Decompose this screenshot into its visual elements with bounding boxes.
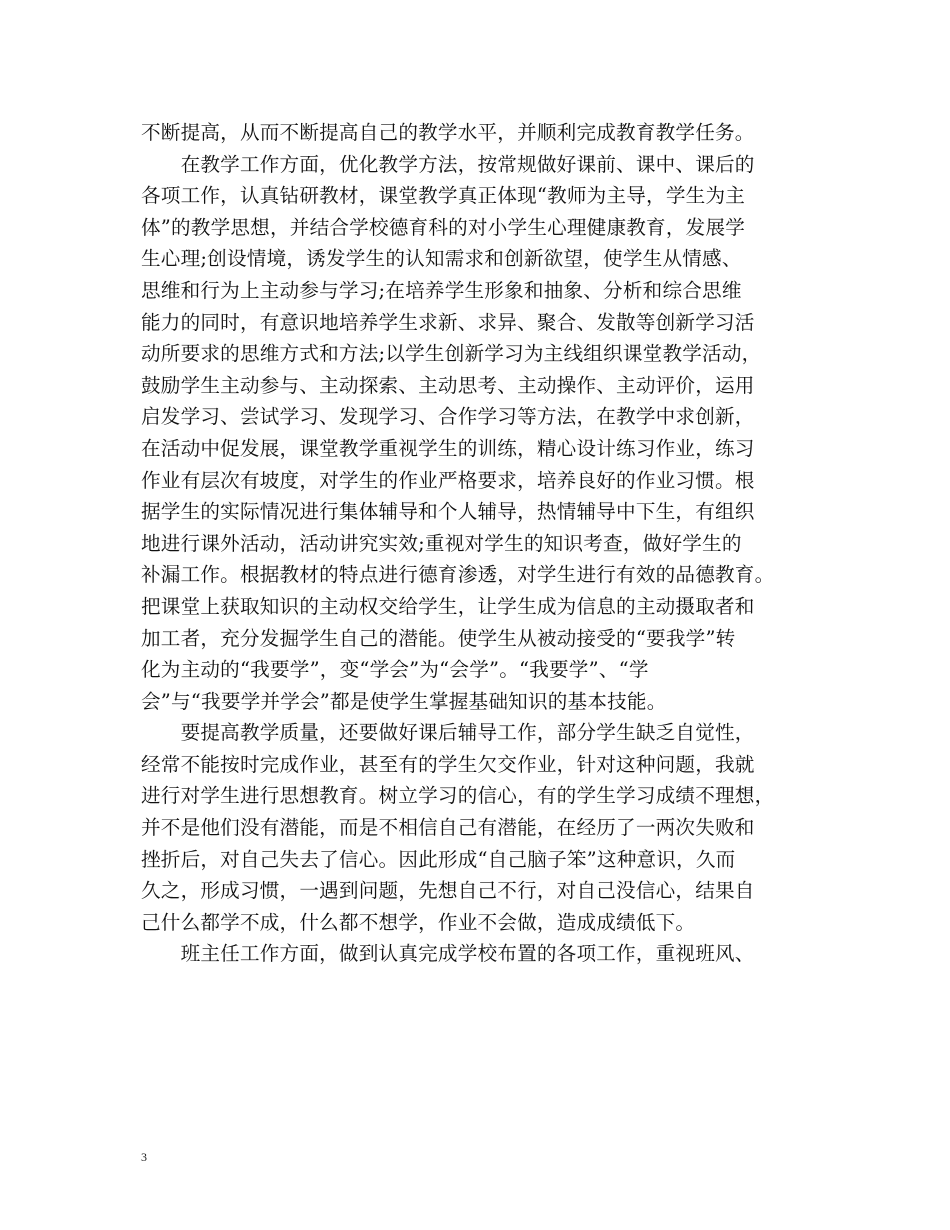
text-line: 启发学习、尝试学习、发现学习、合作学习等方法，在教学中求创新， — [141, 405, 755, 429]
text-line: 把课堂上获取知识的主动权交给学生，让学生成为信息的主动摄取者和 — [141, 594, 755, 618]
text-line: 要提高教学质量，还要做好课后辅导工作，部分学生缺乏自觉性， — [141, 721, 755, 745]
text-line: 各项工作，认真钻研教材，课堂教学真正体现“教师为主导，学生为主 — [141, 184, 746, 208]
text-line: 据学生的实际情况进行集体辅导和个人辅导，热情辅导中下生，有组织 — [141, 500, 755, 524]
text-line: 在活动中促发展，课堂教学重视学生的训练，精心设计练习作业，练习 — [141, 436, 755, 460]
page-number: 3 — [141, 1150, 147, 1164]
text-line: 化为主动的“我要学”，变“学会”为“会学”。“我要学”、“学 — [141, 658, 649, 682]
body-text — [141, 117, 811, 970]
text-line: 己什么都学不成，什么都不想学，作业不会做，造成成绩低下。 — [141, 910, 696, 934]
text-line: 并不是他们没有潜能，而是不相信自己有潜能，在经历了一两次失败和 — [141, 816, 755, 840]
text-line: 生心理;创设情境，诱发学生的认知需求和创新欲望，使学生从情感、 — [141, 247, 742, 271]
text-line: 动所要求的思维方式和方法;以学生创新学习为主线组织课堂教学活动， — [141, 342, 762, 366]
text-line: 能力的同时，有意识地培养学生求新、求异、聚合、发散等创新学习活 — [141, 310, 755, 334]
text-line: 作业有层次有坡度，对学生的作业严格要求，培养良好的作业习惯。根 — [141, 468, 755, 492]
text-line: 经常不能按时完成作业，甚至有的学生欠交作业，针对这种问题，我就 — [141, 752, 755, 776]
text-line: 久之，形成习惯，一遇到问题，先想自己不行，对自己没信心，结果自 — [141, 879, 755, 903]
text-line: 在教学工作方面，优化教学方法，按常规做好课前、课中、课后的 — [141, 152, 755, 176]
text-line: 班主任工作方面，做到认真完成学校布置的各项工作，重视班风、 — [141, 942, 755, 966]
text-line: 地进行课外活动，活动讲究实效;重视对学生的知识考查，做好学生的 — [141, 531, 742, 555]
text-line: 挫折后，对自己失去了信心。因此形成“自己脑子笨”这种意识，久而 — [141, 847, 736, 871]
text-line: 会”与“我要学并学会”都是使学生掌握基础知识的基本技能。 — [141, 689, 667, 713]
text-line: 补漏工作。根据教材的特点进行德育渗透，对学生进行有效的品德教育。 — [141, 563, 775, 587]
text-line: 体”的教学思想，并结合学校德育科的对小学生心理健康教育，发展学 — [141, 215, 746, 239]
text-line: 思维和行为上主动参与学习;在培养学生形象和抽象、分析和综合思维 — [141, 278, 742, 302]
text-line: 鼓励学生主动参与、主动探索、主动思考、主动操作、主动评价，运用 — [141, 373, 755, 397]
text-line: 进行对学生进行思想教育。树立学习的信心，有的学生学习成绩不理想， — [141, 784, 775, 808]
text-line: 不断提高，从而不断提高自己的教学水平，并顺利完成教育教学任务。 — [141, 121, 755, 144]
text-line: 加工者，充分发掘学生自己的潜能。使学生从被动接受的“要我学”转 — [141, 626, 736, 650]
